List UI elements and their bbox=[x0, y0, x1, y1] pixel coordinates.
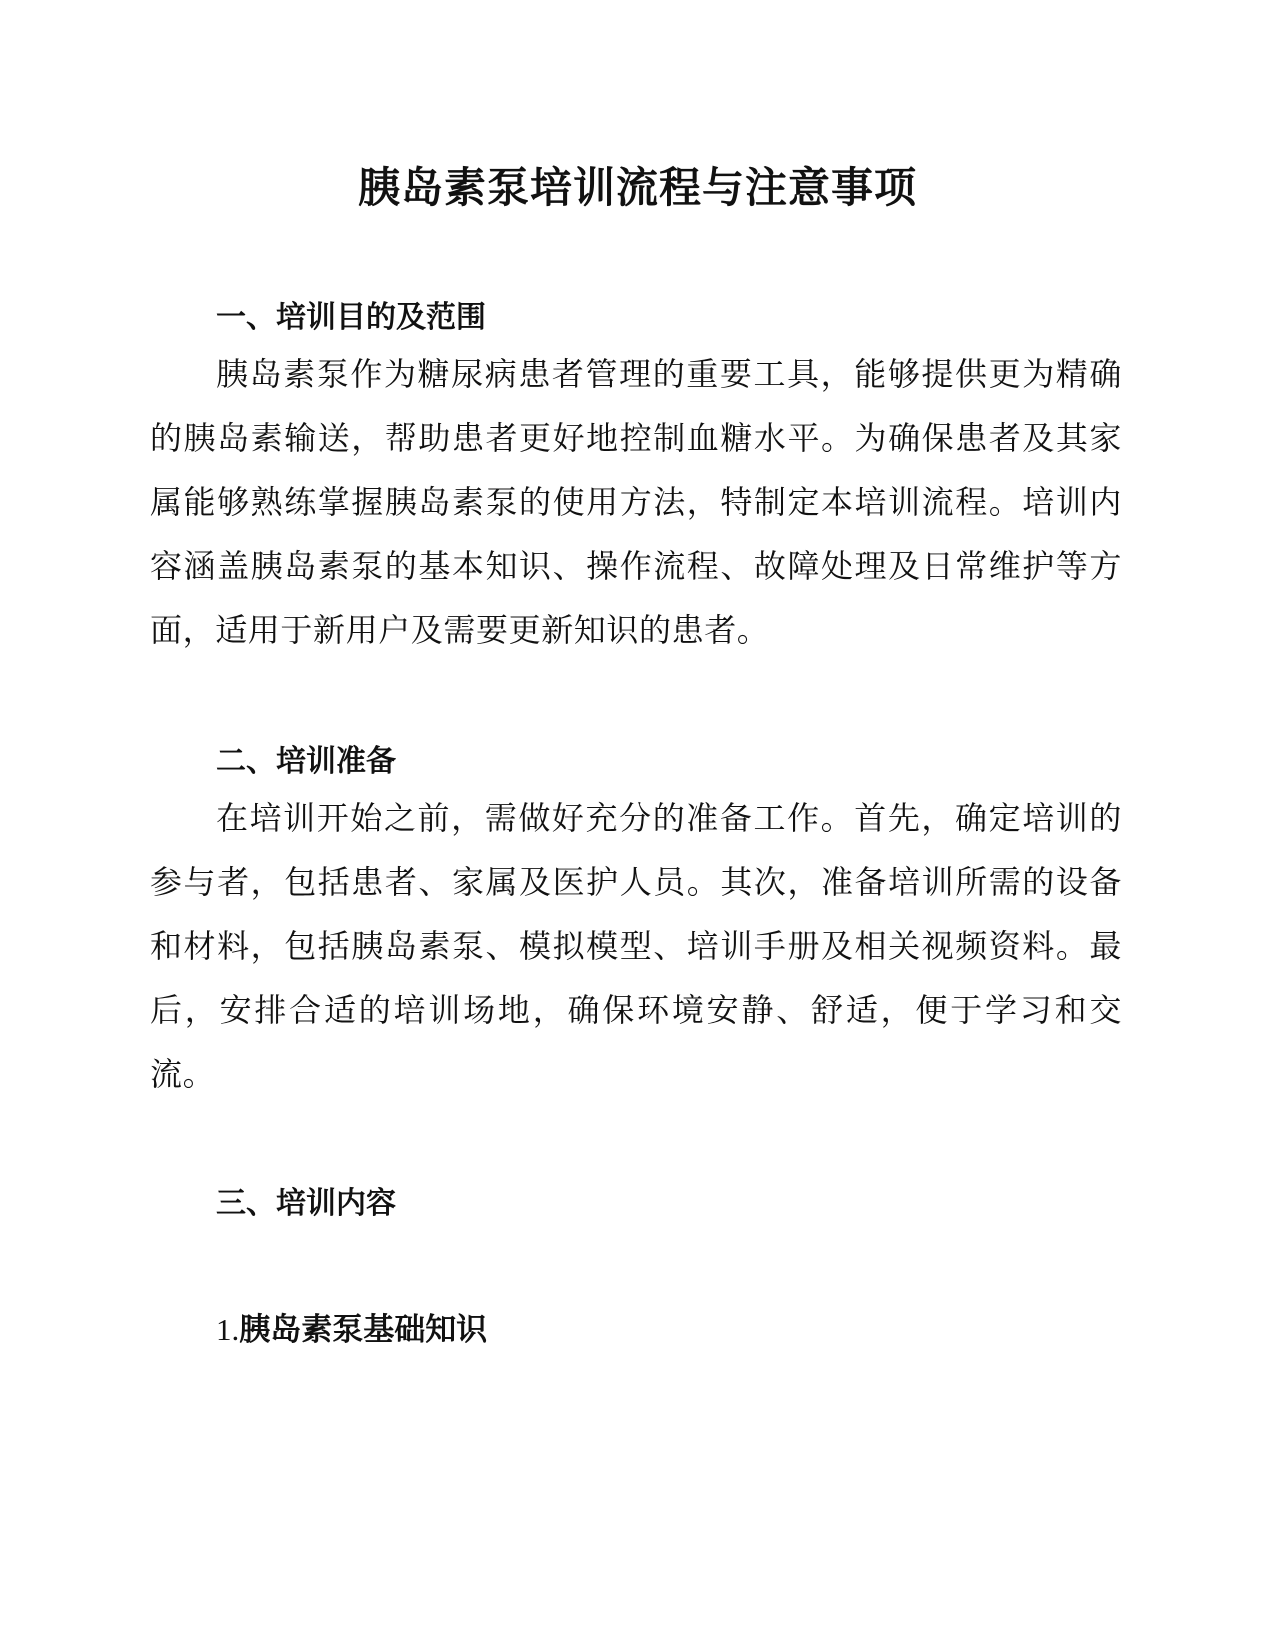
section-paragraph-preparation: 在培训开始之前，需做好充分的准备工作。首先，确定培训的参与者，包括患者、家属及医护人员。其次，准备培训所需的设备和材料，包括胰岛素泵、模拟模型、培训手册及相关视频资料。最后，安排合适的培训场地，确保环境安静、舒适，便于学习和交流。 bbox=[150, 799, 1122, 1093]
subsection-number: 1. bbox=[216, 1312, 240, 1347]
subsection-label: 胰岛素泵基础知识 bbox=[239, 1312, 488, 1348]
subsection-heading-basics bbox=[216, 1304, 487, 1349]
section-paragraph-purpose: 胰岛素泵作为糖尿病患者管理的重要工具，能够提供更为精确的胰岛素输送，帮助患者更好地控制血糖水平。为确保患者及其家属能够熟练掌握胰岛素泵的使用方法，特制定本培训流程。培训内容涵盖胰岛素泵的基本知识、操作流程、故障处理及日常维护等方面，适用于新用户及需要更新知识的患者。 bbox=[150, 355, 1122, 649]
section-heading-purpose: 一、培训目的及范围 bbox=[216, 300, 486, 335]
section-heading-content: 三、培训内容 bbox=[216, 1186, 396, 1221]
section-heading-preparation: 二、培训准备 bbox=[216, 744, 396, 779]
document-title: 胰岛素泵培训流程与注意事项 bbox=[357, 163, 917, 212]
